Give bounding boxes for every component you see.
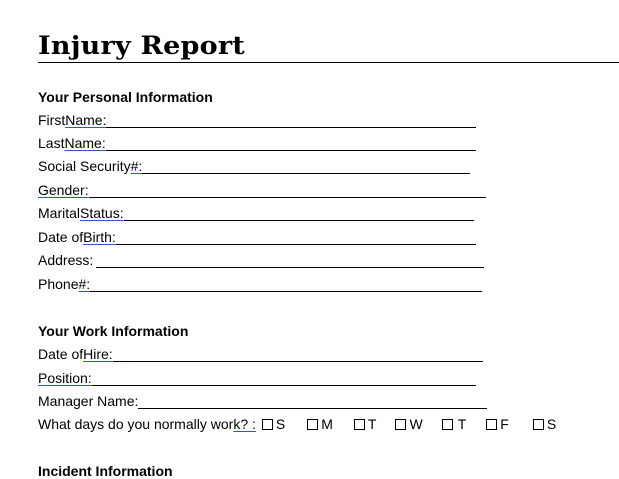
first-name-link: Name: [65, 112, 107, 128]
phone-link: #: [78, 276, 91, 292]
address-row [38, 252, 484, 268]
personal-section-heading: Your Personal Information [38, 89, 213, 105]
last-name-field[interactable] [106, 137, 476, 151]
hire-date-link: Hire: [83, 346, 113, 362]
marital-status-row [38, 205, 474, 221]
dob-field[interactable] [116, 231, 476, 245]
work-section-heading: Your Work Information [38, 323, 189, 339]
last-name-label: Last [38, 135, 65, 151]
work-days-row [38, 416, 556, 432]
last-name-row [38, 135, 476, 151]
phone-field[interactable] [90, 278, 482, 292]
day-option-monday[interactable] [307, 416, 333, 432]
hire-date-row [38, 346, 483, 362]
last-name-link: Name: [64, 135, 106, 151]
gender-field[interactable] [89, 184, 486, 198]
work-days-link: k? : [233, 416, 256, 432]
title-divider [38, 62, 619, 63]
checkbox-icon[interactable] [395, 419, 406, 430]
day-option-tuesday[interactable] [354, 416, 377, 432]
position-row [38, 370, 476, 386]
first-name-label: First [38, 112, 66, 128]
marital-status-link: Status: [80, 205, 124, 221]
checkbox-icon[interactable] [262, 419, 273, 430]
day-option-saturday[interactable] [533, 416, 556, 432]
address-label: Address: [38, 252, 94, 268]
day-option-sunday[interactable] [262, 416, 285, 432]
page-title: Injury Report [38, 31, 245, 60]
checkbox-icon[interactable] [442, 419, 453, 430]
day-label: M [321, 416, 333, 432]
day-option-wednesday[interactable] [395, 416, 422, 432]
phone-label: Phone [38, 276, 79, 292]
ssn-label: Social Security [38, 158, 131, 174]
dob-link: Birth: [83, 229, 116, 245]
day-label: S [275, 416, 286, 432]
hire-date-field[interactable] [113, 348, 483, 362]
ssn-field[interactable] [142, 160, 470, 174]
manager-field[interactable] [138, 395, 487, 409]
checkbox-icon[interactable] [307, 419, 318, 430]
phone-row [38, 276, 482, 292]
hire-date-label: Date of [38, 346, 84, 362]
day-label: S [546, 416, 557, 432]
incident-section-heading: Incident Information [38, 463, 173, 479]
first-name-row [38, 112, 476, 128]
day-label: T [367, 416, 377, 432]
checkbox-icon[interactable] [486, 419, 497, 430]
manager-label: Manager Name: [38, 393, 139, 409]
ssn-row [38, 158, 470, 174]
marital-status-label: Marital [38, 205, 81, 221]
checkbox-icon[interactable] [533, 419, 544, 430]
day-option-friday[interactable] [486, 416, 509, 432]
ssn-link: #: [130, 158, 143, 174]
gender-link: Gender: [38, 182, 89, 198]
work-days-label: What days do you normally wor [38, 416, 234, 432]
checkbox-icon[interactable] [354, 419, 365, 430]
position-link: Position: [38, 370, 92, 386]
dob-label: Date of [38, 229, 84, 245]
first-name-field[interactable] [106, 114, 476, 128]
gender-row [38, 182, 486, 198]
day-label: W [409, 416, 423, 432]
address-field[interactable] [96, 254, 484, 268]
day-label: T [457, 416, 467, 432]
dob-row [38, 229, 476, 245]
day-label: F [500, 416, 509, 432]
marital-status-field[interactable] [124, 207, 474, 221]
position-field[interactable] [92, 372, 476, 386]
manager-row [38, 393, 487, 409]
day-option-thursday[interactable] [442, 416, 467, 432]
